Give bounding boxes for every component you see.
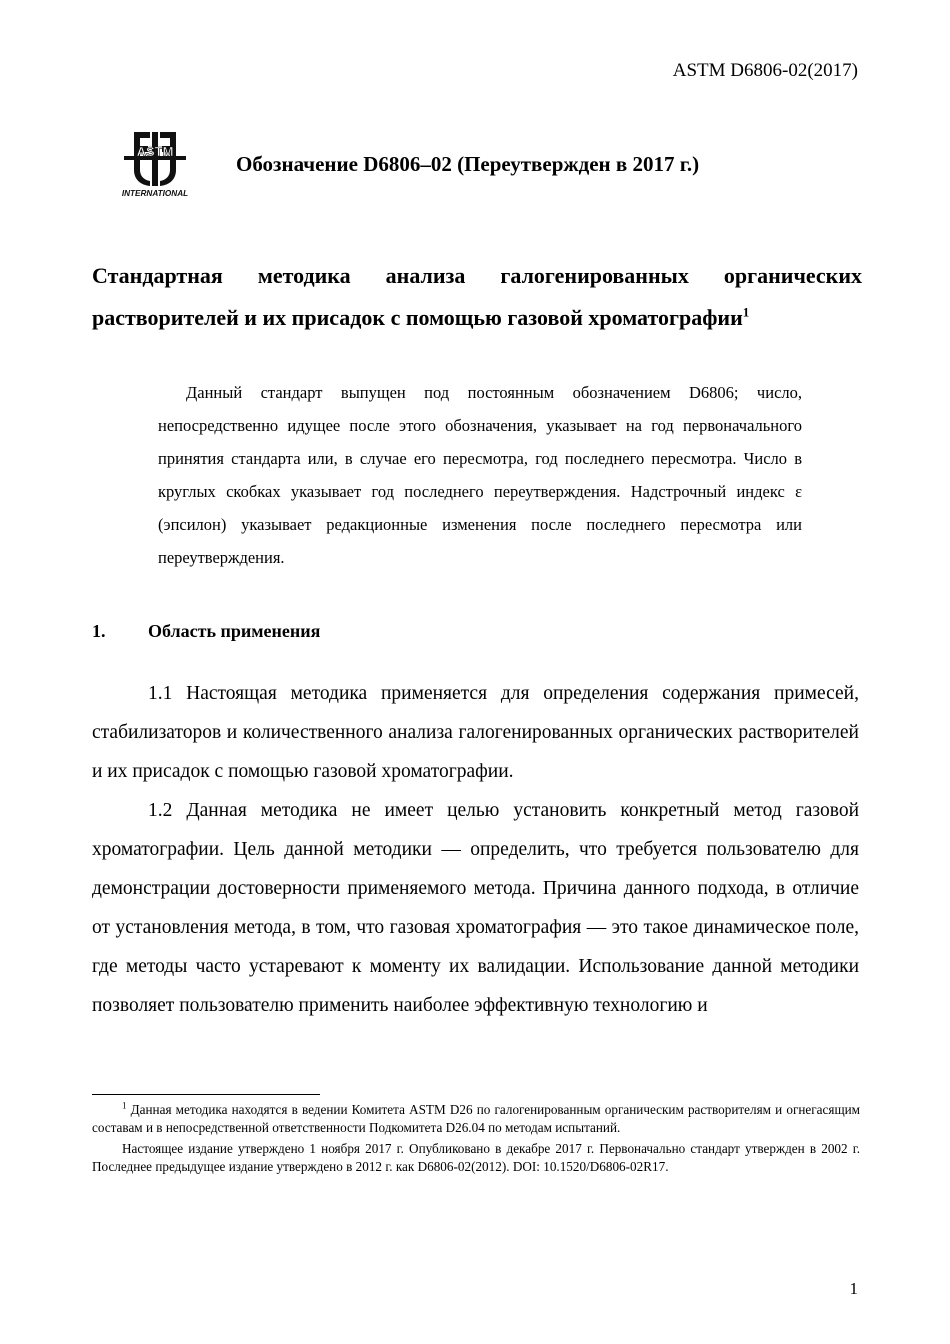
standard-designation: Обозначение D6806–02 (Переутвержден в 2017 г.)	[236, 152, 700, 176]
paragraph-1-2: 1.2 Данная методика не имеет целью установить конкретный метод газовой хроматографии. Цель данной методики — определить, что требуется пользователю для демонстрации достоверности применяемого метода. Причина данного подхода, в отличие от установления метода, в том, что газовая хроматография — это такое динамическое поле, где методы часто устаревают к моменту их валидации. Использование данной методики позволяет пользователю применить наиболее эффективную технологию и	[92, 800, 859, 1016]
footnote-mark: 1	[122, 1100, 127, 1111]
section-title: Область применения	[148, 621, 321, 641]
document-title	[92, 255, 862, 339]
astm-international-logo	[112, 126, 198, 198]
footnotes	[92, 1101, 860, 1176]
footnote-edition: Настоящее издание утверждено 1 ноября 2017 г. Опубликовано в декабре 2017 г. Первоначально стандарт утвержден в 2002 г. Последнее предыдущее издание утверждено в 2012 г. как D6806-02(2012). DOI: 10.1520/D6806-02R17.	[92, 1141, 860, 1174]
footnote-1	[92, 1101, 860, 1137]
standard-code-header: ASTM D6806-02(2017)	[672, 60, 858, 81]
svg-text:ASTM: ASTM	[136, 144, 174, 159]
title-text: Стандартная методика анализа галогенированных органических растворителей и их присадок с помощью газовой хроматографии	[92, 263, 862, 330]
title-footnote-mark: 1	[742, 304, 750, 320]
footnote-separator	[92, 1094, 320, 1095]
svg-text:INTERNATIONAL: INTERNATIONAL	[121, 189, 189, 198]
section-number: 1.	[92, 621, 106, 641]
standard-notice: Данный стандарт выпущен под постоянным обозначением D6806; число, непосредственно идущее после этого обозначения, указывает на год первоначального принятия стандарта или, в случае его пересмотра, год последнего пересмотра. Число в круглых скобках указывает год последнего переутверждения. Надстрочный индекс ε (эпсилон) указывает редакционные изменения после последнего пересмотра или переутверждения.	[158, 383, 802, 567]
footnote-1-text: Данная методика находятся в ведении Комитета ASTM D26 по галогенированным органическим растворителям и огнегасящим составам и в непосредственной ответственности Подкомитета D26.04 по методам испытаний.	[92, 1102, 860, 1135]
paragraph-1-1: 1.1 Настоящая методика применяется для определения содержания примесей, стабилизаторов и количественного анализа галогенированных органических растворителей и их присадок с помощью газовой хроматографии.	[92, 683, 859, 782]
section-1-heading	[92, 621, 792, 642]
page-number: 1	[849, 1279, 858, 1298]
section-1-body	[92, 674, 859, 1025]
